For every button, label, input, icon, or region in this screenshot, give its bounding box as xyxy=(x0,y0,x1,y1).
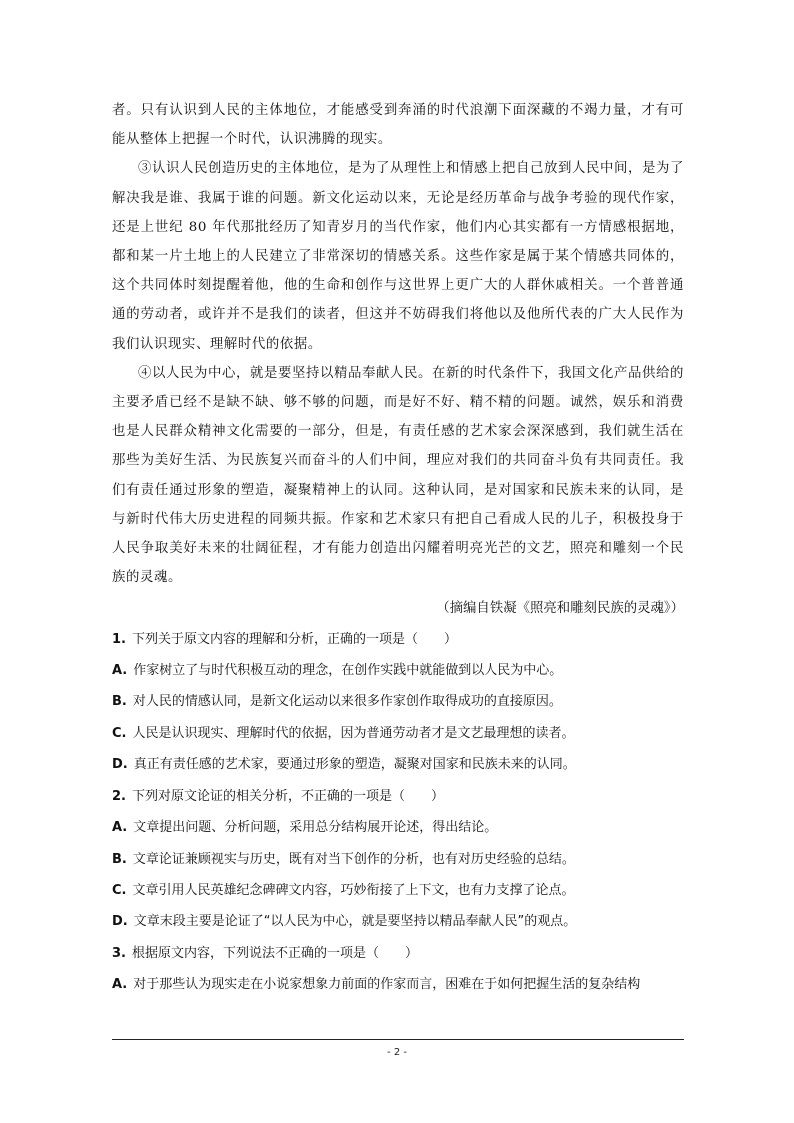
option-letter: B. xyxy=(112,851,127,867)
question-number: 2. xyxy=(112,788,126,804)
option-d xyxy=(112,749,684,780)
page-number: - 2 - xyxy=(387,1047,407,1058)
question-stem xyxy=(112,624,684,655)
passage-source: （摘编自铁凝《照亮和雕刻民族的灵魂》） xyxy=(436,601,684,617)
footer-divider xyxy=(112,1039,684,1040)
option-text: 人民是认识现实、理解时代的依据，因为普通劳动者才是文艺最理想的读者。 xyxy=(132,725,575,741)
option-a xyxy=(112,655,684,686)
option-a xyxy=(112,812,684,843)
passage-paragraph-4: ④以人民为中心，就是要坚持以精品奉献人民。在新的时代条件下，我国文化产品供给的主要矛盾已经不是缺不缺、够不够的问题，而是好不好、精不精的问题。诚然，娱乐和消费也是人民群众精神文化需要的一部分，但是，有责任感的艺术家会深深感到，我们就生活在那些为美好生活、为民族复兴而奋斗的人们中间，理应对我们的共同奋斗负有共同责任。我们有责任通过形象的塑造，凝聚精神上的认同。这种认同，是对国家和民族未来的认同，是与新时代伟大历史进程的同频共振。作家和艺术家只有把自己看成人民的儿子，积极投身于人民争取美好未来的壮阔征程，才有能力创造出闪耀着明亮光芒的文艺，照亮和雕刻一个民族的灵魂。 xyxy=(112,365,684,586)
question-1 xyxy=(112,624,684,781)
option-text: 文章提出问题、分析问题，采用总分结构展开论述，得出结论。 xyxy=(133,820,498,836)
question-2 xyxy=(112,781,684,938)
option-text: 文章末段主要是论证了“以人民为中心，就是要坚持以精品奉献人民”的观点。 xyxy=(133,914,577,930)
question-text: 下列对原文论证的相关分析，不正确的一项是（ ） xyxy=(131,788,444,804)
question-text: 根据原文内容，下列说法不正确的一项是（ ） xyxy=(131,945,418,961)
option-text: 对于那些认为现实走在小说家想象力前面的作家而言，困难在于如何把握生活的复杂结构 xyxy=(133,977,641,993)
option-letter: C. xyxy=(112,725,127,741)
passage-paragraph-3: ③认识人民创造历史的主体地位，是为了从理性上和情感上把自己放到人民中间，是为了解决我是谁、我属于谁的问题。新文化运动以来，无论是经历革命与战争考验的现代作家，还是上世纪 80 年代那批经历了知青岁月的当代作家，他们内心其实都有一方情感根据地，都和某一片土地上的人民建立了非常深切的情感关系。这些作家是属于某个情感共同体的，这个共同体时刻提醒着他，他的生命和创作与这世界上更广大的人群休戚相关。一个普普通通的劳动者，或许并不是我们的读者，但这并不妨碍我们将他以及他所代表的广大人民作为我们认识现实、理解时代的依据。 xyxy=(112,161,684,352)
passage-paragraph-1: 者。只有认识到人民的主体地位，才能感受到奔涌的时代浪潮下面深藏的不竭力量，才有可能从整体上把握一个时代，认识沸腾的现实。 xyxy=(112,103,684,148)
option-text: 对人民的情感认同，是新文化运动以来很多作家创作取得成功的直接原因。 xyxy=(132,694,562,710)
option-text: 文章论证兼顾视实与历史，既有对当下创作的分析，也有对历史经验的总结。 xyxy=(132,851,575,867)
option-text: 作家树立了与时代积极互动的理念，在创作实践中就能做到以人民为中心。 xyxy=(133,663,563,679)
option-text: 真正有责任感的艺术家，要通过形象的塑造，凝聚对国家和民族未来的认同。 xyxy=(133,757,576,773)
option-text: 文章引用人民英雄纪念碑碑文内容，巧妙衔接了上下文，也有力支撑了论点。 xyxy=(132,882,575,898)
option-letter: A. xyxy=(112,663,128,679)
question-stem xyxy=(112,781,684,812)
question-number: 3. xyxy=(112,945,126,961)
question-stem xyxy=(112,938,684,969)
option-b xyxy=(112,686,684,717)
option-b xyxy=(112,844,684,875)
option-c xyxy=(112,875,684,906)
option-letter: C. xyxy=(112,882,127,898)
option-letter: A. xyxy=(112,977,128,993)
option-a xyxy=(112,969,684,1000)
question-number: 1. xyxy=(112,631,126,647)
option-letter: D. xyxy=(112,757,128,773)
option-d xyxy=(112,906,684,937)
option-letter: B. xyxy=(112,694,127,710)
option-letter: D. xyxy=(112,914,128,930)
option-c xyxy=(112,718,684,749)
document-body xyxy=(112,96,684,1001)
option-letter: A. xyxy=(112,820,128,836)
question-text: 下列关于原文内容的理解和分析，正确的一项是（ ） xyxy=(131,631,457,647)
question-3 xyxy=(112,938,684,1001)
